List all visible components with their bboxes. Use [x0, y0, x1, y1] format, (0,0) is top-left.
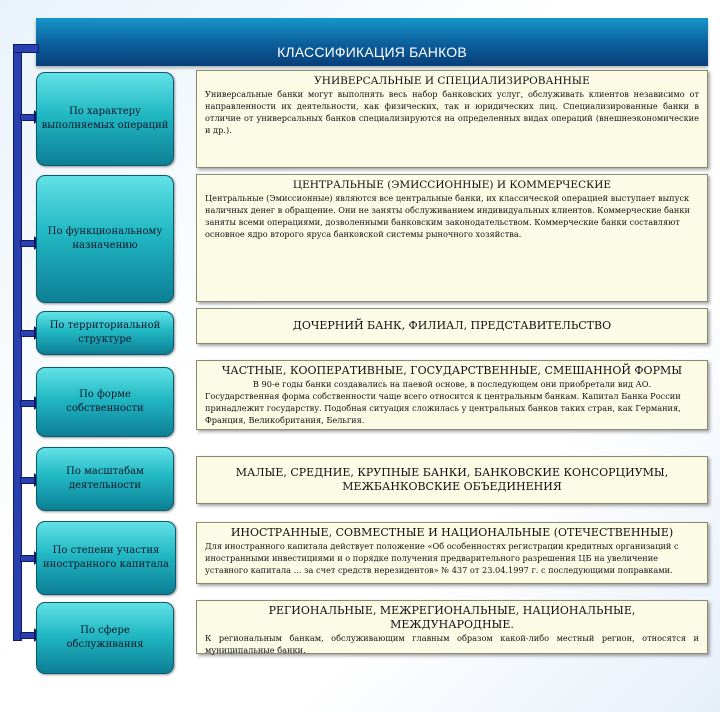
- type-text: Центральные (Эмиссионные) являются все центральные банки, их классической операцией выступает выпуск наличных денег в обращение. Они не заняты обслуживанием индивидуальных клиентов. Коммерческие банки заняты всеми операциями, дозволенными банковским законодательством. Коммерческие банки составляют основное ядро второго яруса банковской системы рыночного хозяйства.: [205, 193, 690, 239]
- connector-arrow: [20, 400, 36, 407]
- type-text: Для иностранного капитала действует положение «Об особенностях регистрации кредитных организаций с иностранными инвестициями и о порядке получения предварительного разрешения ЦБ на увеличение уставного капитала ... за счет средств нерезидентов» № 437 от 23.04.1997 г. с последующими поправками.: [205, 541, 679, 575]
- type-title: ИНОСТРАННЫЕ, СОВМЕСТНЫЕ И НАЦИОНАЛЬНЫЕ (ОТЕЧЕСТВЕННЫЕ): [230, 526, 674, 539]
- type-box-subsidiary: [196, 308, 708, 344]
- criterion-service-area: По сфере обслуживания: [36, 602, 174, 674]
- type-text: Универсальные банки могут выполнять весь набор банковских услуг, обслуживать клиентов независимо от направленности их деятельности, как физических, так и юридических лиц. Специализированные банки в отличие от универсальных банков специализируются на определенных видах операций (внешнеэкономические и др.).: [205, 89, 699, 135]
- connector-arrow: [20, 240, 36, 247]
- page-title: КЛАССИФИКАЦИЯ БАНКОВ: [277, 44, 467, 60]
- type-box-scale: [196, 456, 708, 504]
- type-box-universal: [196, 70, 708, 168]
- connector-arrow: [20, 632, 36, 639]
- criterion-scale: По масштабам деятельности: [36, 447, 174, 511]
- connector-arrow: [20, 330, 36, 337]
- criterion-foreign-capital: По степени участия иностранного капитала: [36, 521, 176, 595]
- connector-arrow: [20, 114, 36, 121]
- type-title: ЦЕНТРАЛЬНЫЕ (ЭМИССИОННЫЕ) И КОММЕРЧЕСКИЕ: [292, 179, 612, 191]
- criterion-territory: По территориальной структуре: [36, 311, 174, 355]
- type-title: ДОЧЕРНИЙ БАНК, ФИЛИАЛ, ПРЕДСТАВИТЕЛЬСТВО: [292, 319, 612, 332]
- type-text-lead: В 90-е годы банки создавались на паевой основе, в последующем они приобретали вид АО.: [252, 379, 652, 389]
- type-text: К региональным банкам, обслуживающим главным образом какой-либо местный регион, относятся и муниципальные банки.: [205, 633, 699, 655]
- connector-spine: [13, 44, 22, 641]
- criterion-function: По функциональному назначению: [36, 175, 174, 303]
- type-box-central: [196, 174, 708, 302]
- type-title: УНИВЕРСАЛЬНЫЕ И СПЕЦИАЛИЗИРОВАННЫЕ: [314, 75, 590, 87]
- connector-arrow: [20, 477, 36, 484]
- criterion-operations: По характеру выполняемых операций: [36, 72, 174, 166]
- type-text: Государственная форма собственности чаще всего относится к центральным банкам. Капитал Банка России принадлежит государству. Подобная ситуация сложилась у центральных банков таких стран, как Германия, Франция, Великобритания, Бельгия.: [205, 391, 681, 425]
- type-box-foreign: [196, 522, 708, 584]
- type-title: ЧАСТНЫЕ, КООПЕРАТИВНЫЕ, ГОСУДАРСТВЕННЫЕ, СМЕШАННОЙ ФОРМЫ: [221, 364, 683, 377]
- connector-spine-top: [13, 44, 39, 53]
- criterion-ownership: По форме собственности: [36, 367, 174, 437]
- type-box-ownership: [196, 360, 708, 430]
- type-title: РЕГИОНАЛЬНЫЕ, МЕЖРЕГИОНАЛЬНЫЕ, НАЦИОНАЛЬНЫЕ, МЕЖДУНАРОДНЫЕ.: [268, 604, 636, 631]
- type-title: МАЛЫЕ, СРЕДНИЕ, КРУПНЫЕ БАНКИ, БАНКОВСКИЕ КОНСОРЦИУМЫ, МЕЖБАНКОВСКИЕ ОБЪЕДИНЕНИЯ: [235, 466, 669, 493]
- type-box-regional: [196, 600, 708, 654]
- connector-arrow: [20, 555, 36, 562]
